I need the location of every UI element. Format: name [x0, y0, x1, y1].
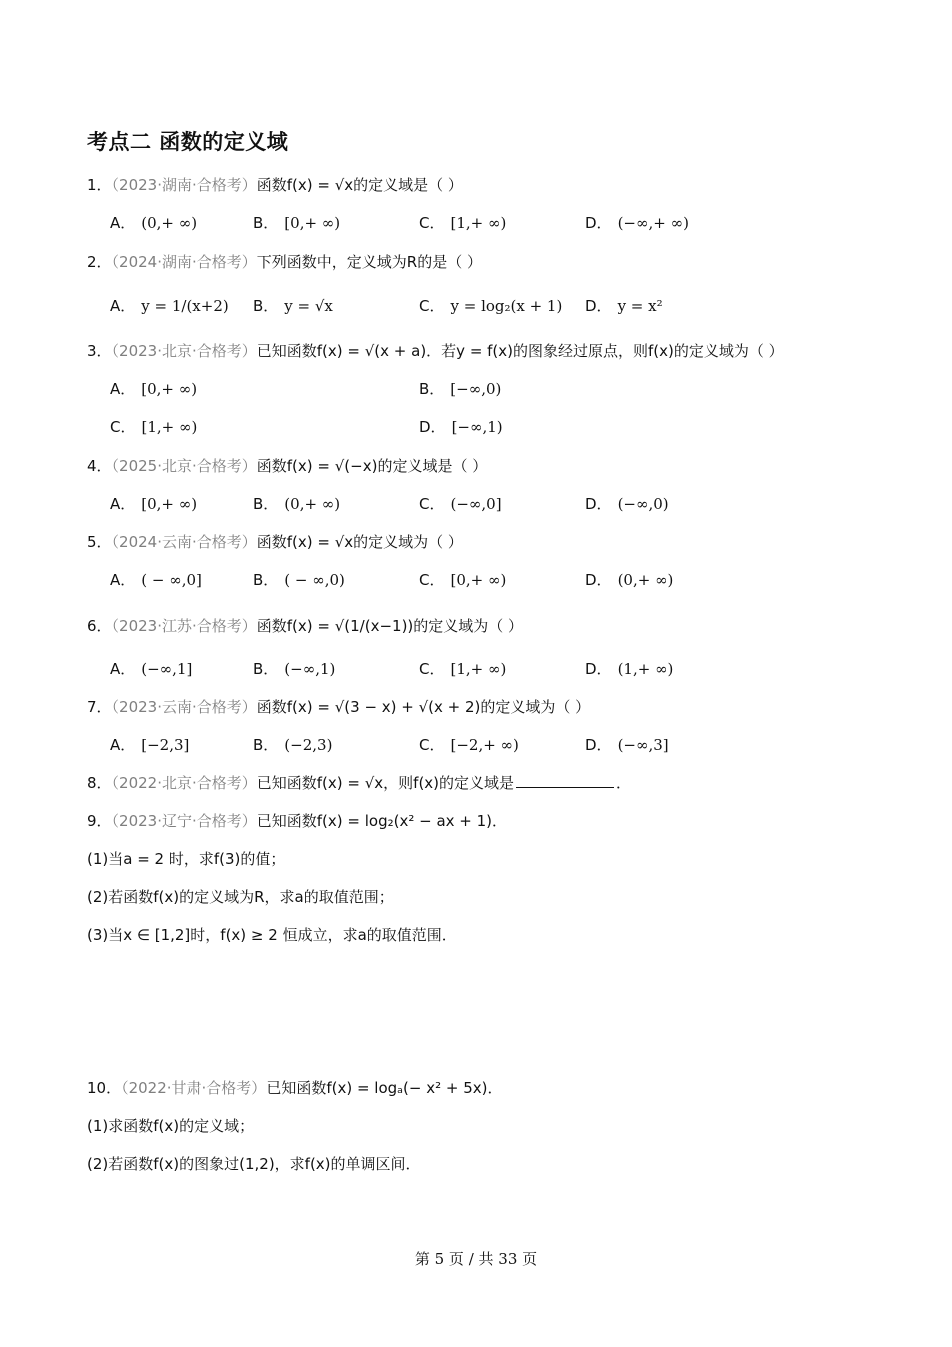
- question-3: [87, 341, 784, 361]
- question-text: 已知函数f(x) = log₂(x² − ax + 1)．: [256, 812, 508, 830]
- question-source: （2022·甘肃·合格考）: [121, 1079, 267, 1097]
- question-7: [87, 697, 590, 717]
- option-d: D． (−∞,0): [585, 495, 669, 513]
- question-text: 函数f(x) = √(1/(x−1))的定义域为（ ）: [256, 617, 524, 635]
- question-source: （2023·北京·合格考）: [111, 342, 257, 360]
- option-a: A． (0,+ ∞): [110, 214, 198, 232]
- question-number: 1．: [87, 176, 112, 194]
- sub-question: (3)当x ∈ [1,2]时，f(x) ≥ 2 恒成立，求a的取值范围．: [87, 926, 457, 944]
- question-number: 7．: [87, 698, 112, 716]
- question-5: [87, 532, 463, 552]
- option-b: B． y = √x: [253, 297, 333, 315]
- option-c: C． y = log₂(x + 1): [419, 297, 563, 315]
- question-text: 函数f(x) = √x的定义域是（ ）: [256, 176, 463, 194]
- answer-blank[interactable]: [516, 773, 614, 788]
- question-source: （2023·云南·合格考）: [111, 698, 257, 716]
- question-source: （2023·湖南·合格考）: [111, 176, 257, 194]
- question-source: （2023·辽宁·合格考）: [111, 812, 257, 830]
- sub-question: (2)若函数f(x)的定义域为R，求a的取值范围；: [87, 888, 394, 906]
- question-source: （2024·云南·合格考）: [111, 533, 257, 551]
- option-d: D． [−∞,1): [419, 418, 503, 436]
- sub-question: (1)求函数f(x)的定义域；: [87, 1117, 255, 1135]
- question-number: 8．: [87, 774, 112, 792]
- question-6: [87, 616, 523, 636]
- question-source: （2022·北京·合格考）: [111, 774, 257, 792]
- question-source: （2024·湖南·合格考）: [111, 253, 257, 271]
- question-number: 3．: [87, 342, 112, 360]
- option-b: B． ( − ∞,0): [253, 571, 345, 589]
- option-a: A． [0,+ ∞): [110, 495, 198, 513]
- question-number: 4．: [87, 457, 112, 475]
- section-title: 考点二 函数的定义域: [87, 129, 289, 154]
- question-text: 函数f(x) = √x的定义域为（ ）: [256, 533, 463, 551]
- option-a: A． [−2,3]: [110, 736, 190, 754]
- option-d: D． (1,+ ∞): [585, 660, 674, 678]
- question-source: （2025·北京·合格考）: [111, 457, 257, 475]
- option-b: B． (−∞,1): [253, 660, 336, 678]
- option-a: A． ( − ∞,0]: [110, 571, 202, 589]
- option-a: A． [0,+ ∞): [110, 380, 198, 398]
- option-b: B． [0,+ ∞): [253, 214, 341, 232]
- option-a: A． y = 1/(x+2): [110, 297, 229, 315]
- question-number: 6．: [87, 617, 112, 635]
- question-1: [87, 175, 463, 195]
- question-text: 函数f(x) = √(−x)的定义域是（ ）: [256, 457, 488, 475]
- question-number: 2．: [87, 253, 112, 271]
- question-4: [87, 456, 487, 476]
- option-c: C． [1,+ ∞): [419, 214, 507, 232]
- option-c: C． [1,+ ∞): [419, 660, 507, 678]
- option-a: A． (−∞,1]: [110, 660, 193, 678]
- question-text: 已知函数f(x) = √x，则f(x)的定义域是: [256, 774, 515, 792]
- question-text: 函数f(x) = √(3 − x) + √(x + 2)的定义域为（ ）: [256, 698, 591, 716]
- option-c: C． [0,+ ∞): [419, 571, 507, 589]
- question-text: 下列函数中，定义域为R的是（ ）: [256, 253, 482, 271]
- question-source: （2023·江苏·合格考）: [111, 617, 257, 635]
- question-10: [87, 1078, 502, 1098]
- option-b: B． (−2,3): [253, 736, 333, 754]
- option-b: B． (0,+ ∞): [253, 495, 341, 513]
- question-9: [87, 811, 507, 831]
- option-d: D． y = x²: [585, 297, 663, 315]
- option-c: C． (−∞,0]: [419, 495, 502, 513]
- option-d: D． (−∞,3]: [585, 736, 669, 754]
- question-2: [87, 252, 482, 272]
- option-d: D． (0,+ ∞): [585, 571, 674, 589]
- option-c: C． [−2,+ ∞): [419, 736, 519, 754]
- question-text: 已知函数f(x) = logₐ(− x² + 5x)．: [266, 1079, 503, 1097]
- sub-question: (1)当a = 2 时，求f(3)的值；: [87, 850, 286, 868]
- page-footer: 第 5 页 / 共 33 页: [414, 1250, 538, 1268]
- question-number: 9．: [87, 812, 112, 830]
- option-d: D． (−∞,+ ∞): [585, 214, 689, 232]
- option-b: B． [−∞,0): [419, 380, 502, 398]
- question-text: 已知函数f(x) = √(x + a)．若y = f(x)的图象经过原点，则f(x)的定义域为（ ）: [256, 342, 784, 360]
- question-number: 5．: [87, 533, 112, 551]
- question-8: 8．（2022·北京·合格考）已知函数f(x) = √x，则f(x)的定义域是 ．: [87, 774, 632, 792]
- option-c: C． [1,+ ∞): [110, 418, 198, 436]
- sub-question: (2)若函数f(x)的图象过(1,2)，求f(x)的单调区间．: [87, 1155, 421, 1173]
- question-number: 10．: [87, 1079, 122, 1097]
